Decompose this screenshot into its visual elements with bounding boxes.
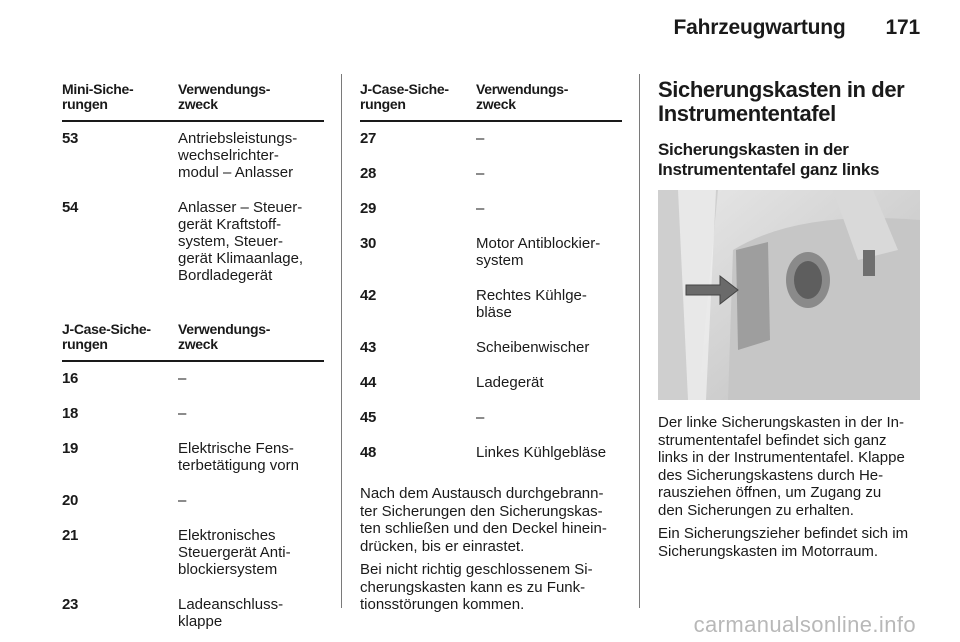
fuse-number: 43	[360, 339, 377, 356]
table-row	[62, 519, 324, 588]
instruction-paragraph	[360, 485, 622, 555]
table-row	[62, 432, 324, 484]
fuse-usage	[476, 227, 622, 279]
fuse-number: 44	[360, 374, 377, 391]
table-row	[360, 401, 622, 436]
fuse-usage	[178, 588, 324, 640]
fuse-usage	[178, 397, 324, 432]
text-line: Nach dem Austausch durchgebrann-	[360, 485, 604, 502]
header-line: Verwendungs-	[178, 321, 271, 337]
header-line: rungen	[62, 96, 108, 112]
fuse-usage	[476, 331, 622, 366]
table-row	[360, 121, 622, 157]
text-line: tionsstörungen kommen.	[360, 596, 525, 613]
text-line: den Sicherungen zu erhalten.	[658, 501, 854, 519]
jcase-fuse-table-1	[62, 322, 324, 640]
table-row	[360, 366, 622, 401]
location-paragraph	[658, 414, 920, 519]
header-line: Verwendungs-	[178, 81, 271, 97]
header-line: rungen	[360, 96, 406, 112]
fuse-number: 27	[360, 130, 377, 147]
usage-line: gerät Kraftstoff-	[178, 216, 282, 233]
heading-line: Sicherungskasten in der	[658, 77, 905, 102]
usage-line: Bordladegerät	[178, 267, 273, 284]
usage-line: terbetätigung vorn	[178, 457, 299, 474]
usage-line: –	[476, 409, 485, 426]
usage-line: modul – Anlasser	[178, 164, 294, 181]
usage-line: Elektrische Fens-	[178, 440, 294, 457]
usage-line: Scheibenwischer	[476, 339, 590, 356]
usage-line: gerät Klimaanlage,	[178, 250, 304, 267]
table-row	[62, 484, 324, 519]
usage-line: –	[178, 405, 187, 422]
usage-line: Ladeanschluss-	[178, 596, 284, 613]
heading-line: Sicherungskasten in der	[658, 140, 849, 159]
header-usage-col	[178, 322, 324, 361]
fuse-usage	[476, 121, 622, 157]
fuse-usage	[476, 192, 622, 227]
fuse-number: 45	[360, 409, 377, 426]
header-line: J-Case-Siche-	[360, 81, 449, 97]
heading-line: Instrumententafel	[658, 101, 836, 126]
header-line: J-Case-Siche-	[62, 321, 151, 337]
page-title: Fahrzeugwartung	[673, 16, 846, 39]
usage-line: bläse	[476, 304, 512, 321]
usage-line: klappe	[178, 613, 223, 630]
fuse-number: 16	[62, 370, 79, 387]
table-row	[360, 436, 622, 471]
fuse-usage	[476, 366, 622, 401]
usage-line: wechselrichter-	[178, 147, 279, 164]
usage-line: Motor Antiblockier-	[476, 235, 601, 252]
fuse-puller-paragraph	[658, 525, 920, 560]
fuse-number: 54	[62, 199, 79, 216]
heading-line: Instrumententafel ganz links	[658, 160, 880, 179]
table-row	[360, 279, 622, 331]
stalk	[863, 250, 875, 276]
text-line: ten schließen und den Deckel hinein-	[360, 520, 607, 537]
fuse-number: 48	[360, 444, 377, 461]
subsection-heading	[658, 140, 920, 180]
fuse-number: 19	[62, 440, 79, 457]
usage-line: system, Steuer-	[178, 233, 284, 250]
header-fuse-col	[360, 82, 476, 121]
table-row	[62, 588, 324, 640]
column-divider-1	[341, 74, 342, 608]
warning-paragraph	[360, 561, 622, 614]
fuse-number: 29	[360, 200, 377, 217]
usage-line: Linkes Kühlgebläse	[476, 444, 607, 461]
usage-line: Elektronisches	[178, 527, 276, 544]
header-line: zweck	[178, 96, 218, 112]
table-row	[62, 361, 324, 397]
table-row	[360, 192, 622, 227]
header-usage-col	[476, 82, 622, 121]
table-row	[62, 397, 324, 432]
header-usage-col	[178, 82, 324, 121]
page-number: 171	[885, 16, 920, 39]
fuse-usage	[476, 436, 622, 471]
header-line: zweck	[178, 336, 218, 352]
fuse-usage	[178, 191, 324, 294]
text-line: Der linke Sicherungskasten in der In-	[658, 414, 904, 431]
mini-fuse-table	[62, 82, 324, 294]
fuse-usage	[178, 432, 324, 484]
fuse-usage	[178, 121, 324, 191]
usage-line: Steuergerät Anti-	[178, 544, 291, 561]
fuse-usage	[476, 157, 622, 192]
page-header	[674, 16, 920, 40]
usage-line: Anlasser – Steuer-	[178, 199, 303, 216]
text-line: cherungskasten kann es zu Funk-	[360, 578, 586, 596]
usage-line: Antriebsleistungs-	[178, 130, 298, 147]
text-line: ter Sicherungen den Sicherungskas-	[360, 502, 603, 520]
header-line: zweck	[476, 96, 516, 112]
air-vent-inner	[794, 261, 822, 299]
usage-line: –	[178, 370, 187, 387]
text-line: strumententafel befindet sich ganz	[658, 431, 887, 449]
header-fuse-col	[62, 82, 178, 121]
header-line: Verwendungs-	[476, 81, 569, 97]
usage-line: –	[476, 130, 485, 147]
section-heading	[658, 78, 920, 126]
usage-line: –	[178, 492, 187, 509]
column-3	[658, 77, 920, 560]
fuse-number: 21	[62, 527, 79, 544]
table-row	[62, 191, 324, 294]
fuse-number: 23	[62, 596, 79, 613]
jcase-fuse-table-2	[360, 82, 622, 471]
fuse-usage	[178, 361, 324, 397]
table-row	[360, 331, 622, 366]
fuse-usage	[476, 279, 622, 331]
fuse-usage	[476, 401, 622, 436]
header-fuse-col	[62, 322, 178, 361]
table-row	[62, 121, 324, 191]
usage-line: –	[476, 200, 485, 217]
fuse-number: 30	[360, 235, 377, 252]
text-line: des Sicherungskastens durch He-	[658, 466, 884, 484]
watermark: carmanualsonline.info	[693, 612, 916, 637]
usage-line: Rechtes Kühlge-	[476, 287, 587, 304]
fuse-box-cover	[736, 242, 770, 350]
column-1	[62, 82, 324, 640]
text-line: Sicherungskasten im Motorraum.	[658, 542, 879, 560]
fuse-usage	[178, 484, 324, 519]
usage-line: –	[476, 165, 485, 182]
fuse-usage	[178, 519, 324, 588]
text-line: Bei nicht richtig geschlossenem Si-	[360, 561, 593, 578]
header-line: rungen	[62, 336, 108, 352]
header-line: Mini-Siche-	[62, 81, 134, 97]
fuse-number: 18	[62, 405, 79, 422]
text-line: links in der Instrumententafel. Klappe	[658, 449, 905, 466]
usage-line: blockiersystem	[178, 561, 278, 578]
text-line: rausziehen öffnen, um Zugang zu	[658, 484, 882, 501]
fuse-number: 20	[62, 492, 79, 509]
fuse-number: 53	[62, 130, 79, 147]
fuse-number: 28	[360, 165, 377, 182]
column-2	[360, 82, 622, 614]
usage-line: system	[476, 252, 524, 269]
column-divider-2	[639, 74, 640, 608]
fuse-number: 42	[360, 287, 377, 304]
text-line: drücken, bis er einrastet.	[360, 537, 525, 555]
table-row	[360, 157, 622, 192]
dashboard-illustration	[658, 190, 920, 400]
usage-line: Ladegerät	[476, 374, 544, 391]
table-row	[360, 227, 622, 279]
fuse-box-photo	[658, 190, 920, 400]
text-line: Ein Sicherungszieher befindet sich im	[658, 525, 909, 542]
